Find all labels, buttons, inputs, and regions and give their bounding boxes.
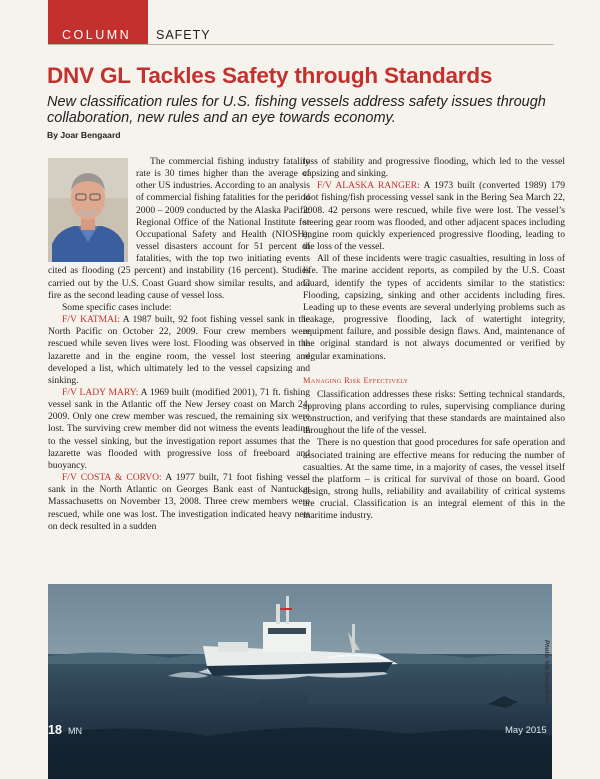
case-alaska-ranger-name: F/V ALASKA RANGER: (317, 180, 420, 192)
case-costa-corvo-name: F/V COSTA & CORVO: (62, 472, 162, 484)
photo-credit: Photo: Vik-Sandvik AS (543, 640, 549, 705)
case-katmai-text: A 1987 built, 92 foot fishing vessel sank in the North Pacific on October 22, 2009. Four crew members were rescued while seven lives were lost. Flooding was observed in the lazarette and in the engine room, the vessel lost steering and developed a list, which ultimately led to the vessel capsizing and sinking. (48, 314, 310, 386)
article-subtitle: New classification rules for U.S. fishing vessels address safety issues through collaboration, new rules and an eye towards economy. (47, 94, 546, 126)
procedures-paragraph: There is no question that good procedures for safe operation and associated training are effective means for reducing the number of casualties. At the same time, in a majority of cases, the vessel itself – the platform – is critical for survival of those on board. Good design, strong hulls, reliability and availability of critical systems are crucial. Classification is an integral element of this in the maritime industry. (303, 437, 565, 522)
intro-paragraph: The commercial fishing industry fatality rate is 30 times higher than the average of other US industries. According to an analysis of commercial fishing fatalities for the period 2000 – 2009 conducted by the Alaska Pacific Regional Office of the National Institute for Occupational Safety and Health (NIOSH), vessel disasters account for 51 percent of fatalities, with the top two initiating events cited as flooding (25 percent) and instability (16 percent). Studies carried out by the U.S. Coast Guard show similar results, and add fire as the second leading cause of vessel loss. (48, 156, 310, 301)
case-lady-mary-text: A 1969 built (modified 2001), 71 ft. fishing vessel sank in the Atlantic off the New Jersey coast on March 24, 2009. Only one crew member was rescued, the remaining six were lost. The surviving crew member did not witness the events leading to the vessel sinking, but the investigation report assumes that the lazarette was flooded with progressive loss of freeboard and buoyancy. (48, 386, 311, 471)
column-label: COLUMN (62, 28, 132, 42)
case-alaska-ranger (303, 180, 565, 253)
left-column (48, 156, 310, 533)
right-column (303, 156, 565, 523)
cases-intro: Some specific cases include: (62, 301, 172, 313)
case-lady-mary (48, 387, 310, 472)
classification-paragraph: Classification addresses these risks: Setting technical standards, approving plans according to rules, supervising compliance during construction, and verifying that these standards are maintained also throughout the life of the vessel. (303, 388, 565, 437)
magazine-name: MN (68, 726, 82, 736)
article-title: DNV GL Tackles Safety through Standards (47, 63, 493, 88)
case-katmai (48, 314, 310, 387)
author-portrait (48, 158, 128, 262)
continuation-paragraph: loss of stability and progressive flooding, which led to the vessel capsizing and sinking. (303, 156, 565, 180)
case-costa-corvo (48, 472, 310, 533)
page-margin (0, 0, 46, 779)
case-alaska-ranger-text: A 1973 built (converted 1989) 179 foot fishing/fish processing vessel sank in the Bering Sea March 22, 2008. 42 persons were rescued, while five were lost. The vessel’s steering gear room was flooded, and other adjacent spaces including engine room quickly experienced progressive flooding, leading to the loss of the vessel. (303, 180, 566, 253)
section-label: SAFETY (156, 28, 211, 42)
issue-date: May 2015 (505, 725, 547, 736)
page-number: 18 (48, 723, 62, 737)
case-lady-mary-name: F/V LADY MARY: (62, 386, 139, 398)
fishing-vessel-photo (48, 584, 552, 779)
header-divider (48, 44, 554, 45)
article-byline: By Joar Bengaard (47, 130, 121, 140)
case-katmai-name: F/V KATMAI: (62, 314, 120, 326)
case-costa-corvo-text: A 1977 built, 71 foot fishing vessel sank in the North Atlantic on Georges Bank east of Nantucket Massachusetts on November 13, 2008. Three crew members were rescued, while one was lost. The investigation indicated heavy nets on deck resulted in a sudden (48, 472, 310, 532)
incidents-paragraph: All of these incidents were tragic casualties, resulting in loss of life. The marine accident reports, as compiled by the U.S. Coast Guard, identify the types of accidents similar to the statistics: Flooding, capsizing, sinking and other accidents including fires. Leading up to these events are several underlying problems such as leakage, progressive flooding, lack of watertight integrity, equipment failure, and possible design flaws. And, maintenance of the original standard is not always documented or verified by regular examinations. (303, 253, 565, 362)
section-heading: Managing Risk Effectively (303, 375, 409, 385)
